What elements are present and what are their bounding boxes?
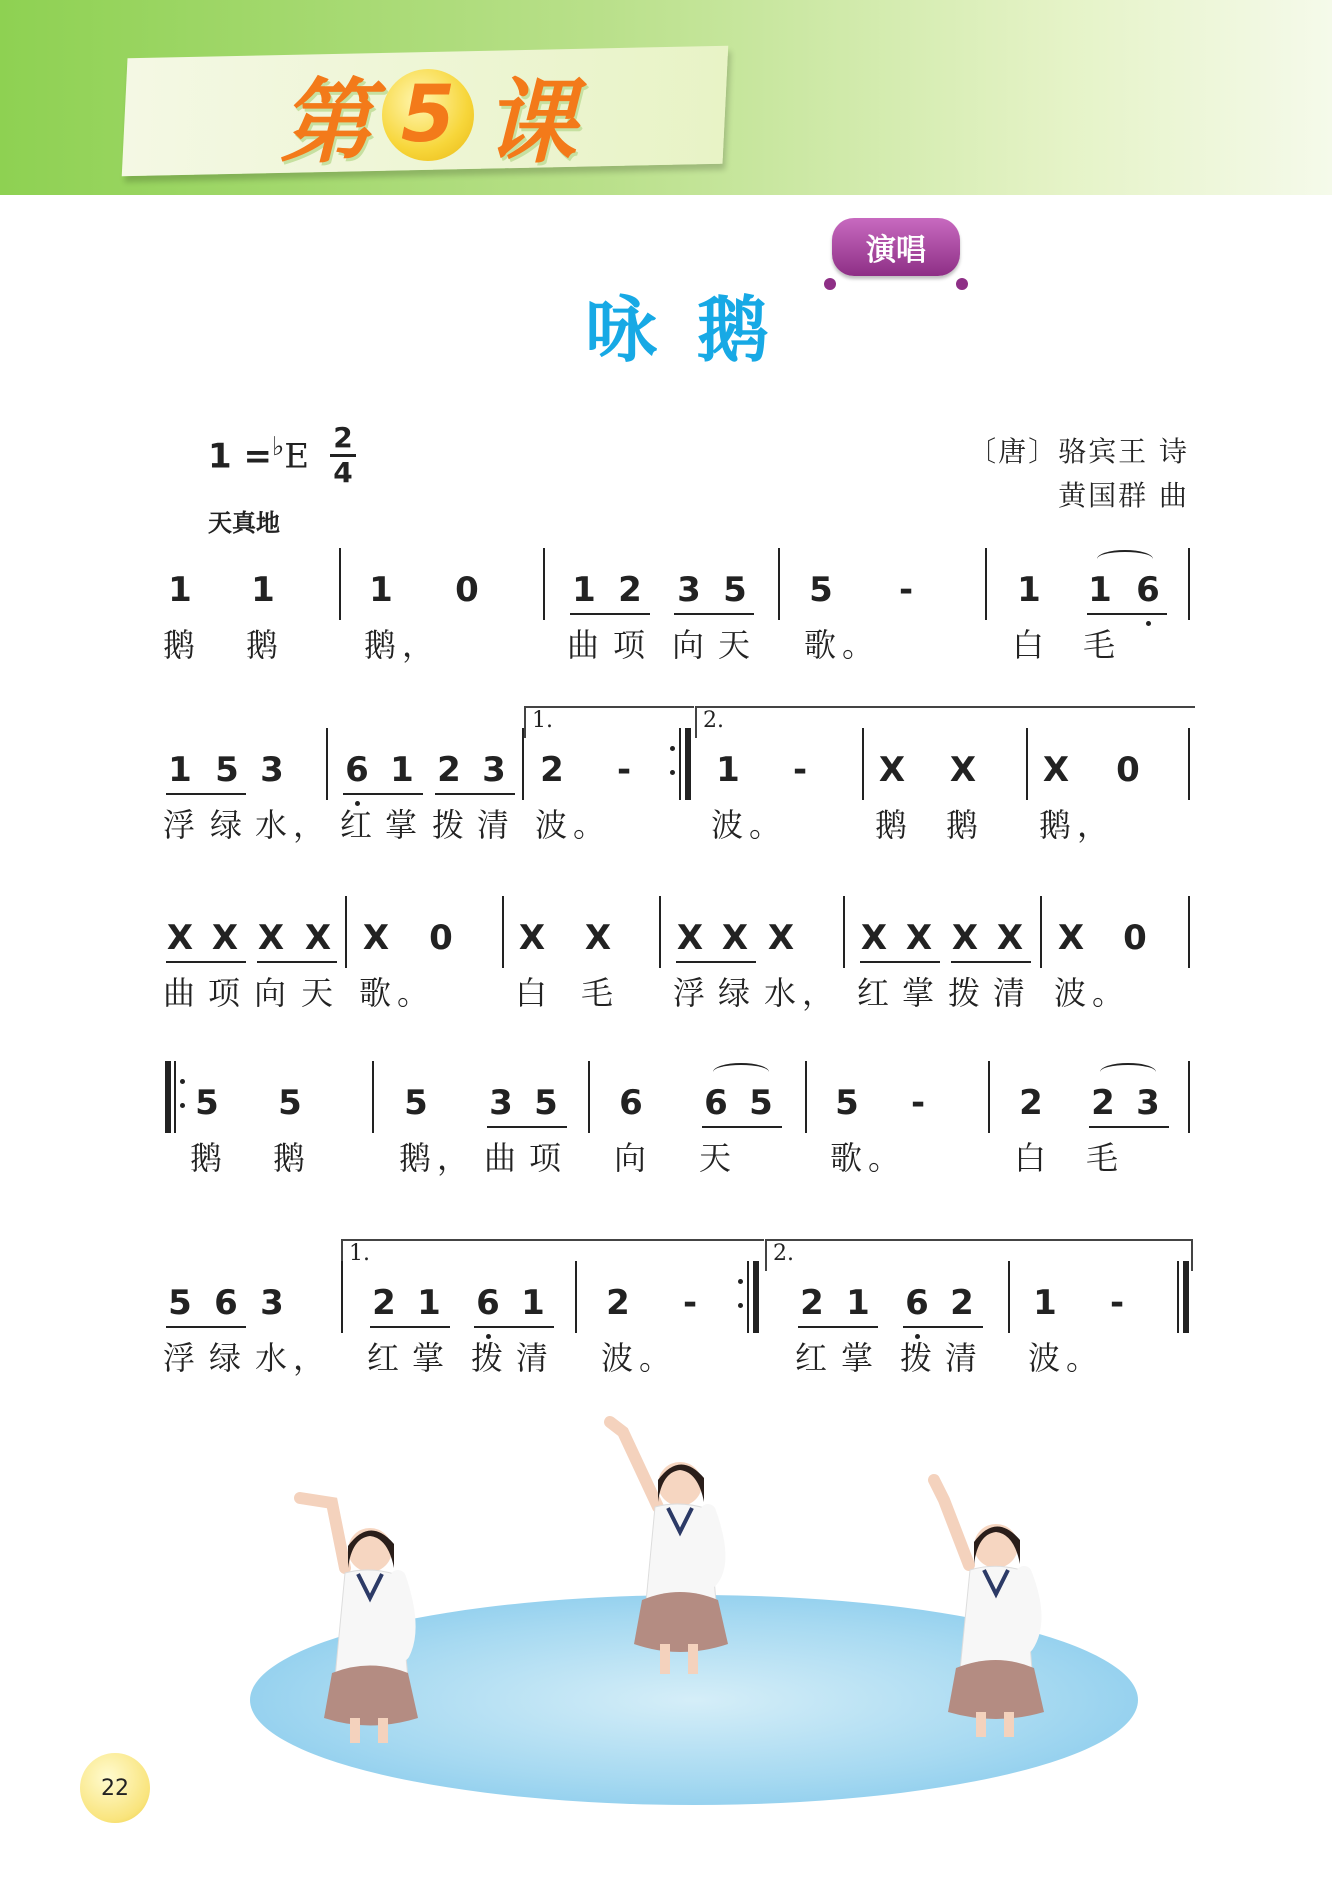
note: X [905, 918, 933, 958]
lyric: 向 [614, 1139, 653, 1177]
lyric: 毛 [1083, 626, 1122, 664]
note: X [721, 918, 749, 958]
note: 5 [168, 1283, 192, 1323]
note: 1 [369, 570, 393, 610]
time-top: 2 [333, 421, 353, 454]
lyric: 绿 [210, 806, 249, 844]
lyric: 鹅 [163, 626, 202, 664]
note: 1 [417, 1283, 441, 1323]
lyric: 清 [477, 806, 516, 844]
volta-second: 2. [695, 706, 1195, 738]
lyric: 鹅 [875, 806, 914, 844]
note: 3 [260, 750, 284, 790]
note: 6 [476, 1283, 500, 1323]
note: 3 [489, 1083, 513, 1123]
key-note: E [284, 436, 310, 477]
note: 0 [1123, 918, 1147, 958]
volta-first: 1. [524, 706, 694, 738]
lyric: 天 [301, 974, 340, 1012]
note: 6 [1136, 570, 1160, 610]
lyric: 清 [945, 1339, 984, 1377]
lyric: 波。 [711, 806, 788, 844]
lyric: 向 [254, 974, 293, 1012]
note: 2 [606, 1283, 630, 1323]
note: - [616, 750, 632, 790]
lyric: 拨 [471, 1339, 510, 1377]
lyric: 拨 [948, 974, 987, 1012]
note: X [951, 918, 979, 958]
credit-poet: 〔唐〕骆宾王 诗 [968, 435, 1189, 468]
dancer-illustration [598, 1412, 748, 1682]
lyric: 绿 [209, 1339, 248, 1377]
note: X [996, 918, 1024, 958]
note: X [362, 918, 390, 958]
lyric: 歌。 [359, 974, 436, 1012]
note: - [792, 750, 808, 790]
note: 5 [809, 570, 833, 610]
note: 2 [950, 1283, 974, 1323]
lyric: 项 [208, 974, 247, 1012]
note: X [257, 918, 285, 958]
note: - [682, 1283, 698, 1323]
lyric: 掌 [385, 806, 424, 844]
dancer-illustration [290, 1478, 440, 1748]
lyric: 波。 [601, 1339, 678, 1377]
lyric: 浮 [163, 1339, 202, 1377]
time-signature [330, 421, 356, 489]
lyric: 白 [1012, 626, 1051, 664]
note: X [676, 918, 704, 958]
note: 5 [195, 1083, 219, 1123]
note: 5 [835, 1083, 859, 1123]
note: 1 [716, 750, 740, 790]
note: X [518, 918, 546, 958]
note: X [1042, 750, 1070, 790]
lyric: 浮 [673, 974, 712, 1012]
note: 2 [1091, 1083, 1115, 1123]
note: 3 [482, 750, 506, 790]
dancer-illustration [914, 1470, 1064, 1740]
note: 1 [168, 750, 192, 790]
note: 3 [677, 570, 701, 610]
note: X [878, 750, 906, 790]
lyric: 毛 [1086, 1139, 1125, 1177]
note: X [1057, 918, 1085, 958]
lyric: 清 [516, 1339, 555, 1377]
song-title: 咏鹅 [585, 288, 810, 372]
note: 6 [214, 1283, 238, 1323]
flat-sign: ♭ [271, 432, 285, 462]
lyric: 鹅 [190, 1139, 229, 1177]
lesson-prefix: 第 [280, 69, 373, 176]
note: 6 [905, 1283, 929, 1323]
note: 6 [704, 1083, 728, 1123]
lyric: 项 [613, 626, 652, 664]
lyric: 天 [718, 626, 757, 664]
lyric: 清 [993, 974, 1032, 1012]
time-bottom: 4 [333, 456, 353, 489]
lyric: 波。 [1054, 974, 1131, 1012]
lesson-number: 5 [382, 69, 474, 161]
lyric: 鹅 [946, 806, 985, 844]
lyric: 白 [515, 974, 554, 1012]
sing-badge: 演唱 [832, 218, 960, 276]
lyric: 红 [367, 1339, 406, 1377]
lyric: 曲 [567, 626, 606, 664]
credit-composer: 黄国群 曲 [1058, 479, 1189, 512]
note: 1 [1088, 570, 1112, 610]
note: 1 [390, 750, 414, 790]
note: 1 [572, 570, 596, 610]
lyric: 红 [340, 806, 379, 844]
note: - [898, 570, 914, 610]
lyric: 鹅 [273, 1139, 312, 1177]
volta-second: 2. [765, 1239, 1193, 1271]
note: - [1109, 1283, 1125, 1323]
lyric: 水， [255, 806, 332, 844]
note: - [910, 1083, 926, 1123]
lyric: 白 [1014, 1139, 1053, 1177]
lyric: 拨 [900, 1339, 939, 1377]
note: 1 [251, 570, 275, 610]
lyric: 掌 [412, 1339, 451, 1377]
note: X [304, 918, 332, 958]
tempo-marking: 天真地 [208, 509, 280, 537]
lyric: 鹅， [364, 626, 441, 664]
lyric: 鹅， [1039, 806, 1116, 844]
note: 5 [749, 1083, 773, 1123]
note: 0 [455, 570, 479, 610]
lyric: 歌。 [804, 626, 881, 664]
note: 6 [345, 750, 369, 790]
note: 5 [723, 570, 747, 610]
note: 5 [404, 1083, 428, 1123]
note: 6 [619, 1083, 643, 1123]
note: X [860, 918, 888, 958]
lyric: 红 [857, 974, 896, 1012]
note: X [949, 750, 977, 790]
note: X [767, 918, 795, 958]
key-prefix: 1 = [208, 436, 272, 477]
lesson-suffix: 课 [484, 69, 577, 176]
volta-first: 1. [341, 1239, 764, 1271]
lyric: 红 [795, 1339, 834, 1377]
note: X [584, 918, 612, 958]
lyric: 掌 [902, 974, 941, 1012]
lyric: 波。 [1028, 1339, 1105, 1377]
note: 3 [1136, 1083, 1160, 1123]
note: 0 [1116, 750, 1140, 790]
lyric: 浮 [163, 806, 202, 844]
note: 5 [534, 1083, 558, 1123]
lyric: 拨 [432, 806, 471, 844]
note: 2 [372, 1283, 396, 1323]
note: 1 [168, 570, 192, 610]
note: 1 [1033, 1283, 1057, 1323]
note: 2 [1019, 1083, 1043, 1123]
note: 1 [521, 1283, 545, 1323]
lyric: 水， [764, 974, 841, 1012]
lesson-title [280, 60, 577, 176]
note: 5 [215, 750, 239, 790]
lyric: 天 [699, 1139, 738, 1177]
note: 3 [260, 1283, 284, 1323]
note: X [166, 918, 194, 958]
lyric: 鹅 [246, 626, 285, 664]
note: 5 [278, 1083, 302, 1123]
note: 1 [846, 1283, 870, 1323]
note: 2 [618, 570, 642, 610]
key-signature [208, 432, 309, 476]
note: 2 [800, 1283, 824, 1323]
note: 0 [429, 918, 453, 958]
page-number: 22 [80, 1753, 150, 1823]
lyric: 掌 [841, 1339, 880, 1377]
note: X [211, 918, 239, 958]
note: 2 [540, 750, 564, 790]
lyric: 曲 [163, 974, 202, 1012]
lyric: 绿 [718, 974, 757, 1012]
lyric: 项 [529, 1139, 568, 1177]
lyric: 波。 [535, 806, 612, 844]
lyric: 向 [672, 626, 711, 664]
lyric: 歌。 [830, 1139, 907, 1177]
note: 2 [437, 750, 461, 790]
note: 1 [1017, 570, 1041, 610]
lyric: 鹅， [399, 1139, 476, 1177]
lyric: 曲 [484, 1139, 523, 1177]
lyric: 毛 [581, 974, 620, 1012]
lyric: 水， [255, 1339, 332, 1377]
